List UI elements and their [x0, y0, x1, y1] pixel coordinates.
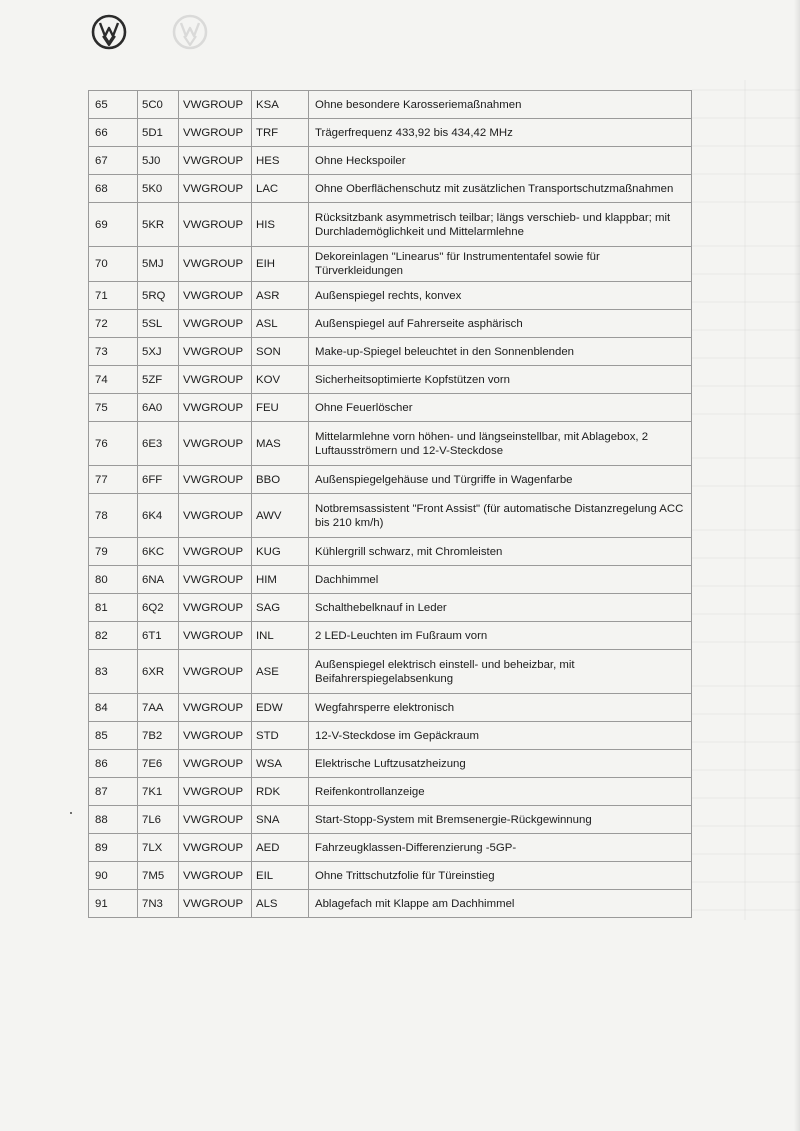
row-number: 72	[89, 310, 138, 338]
pr-code: 5KR	[138, 203, 179, 247]
equipment-description: Kühlergrill schwarz, mit Chromleisten	[309, 538, 692, 566]
pr-code: 6Q2	[138, 594, 179, 622]
pr-code: 5D1	[138, 119, 179, 147]
row-number: 85	[89, 722, 138, 750]
family-code: BBO	[252, 466, 309, 494]
group-name: VWGROUP	[179, 147, 252, 175]
group-name: VWGROUP	[179, 394, 252, 422]
table-row	[89, 247, 692, 282]
table-row	[89, 310, 692, 338]
group-name: VWGROUP	[179, 338, 252, 366]
family-code: WSA	[252, 750, 309, 778]
pr-code: 5XJ	[138, 338, 179, 366]
equipment-description: 2 LED-Leuchten im Fußraum vorn	[309, 622, 692, 650]
family-code: EIL	[252, 862, 309, 890]
group-name: VWGROUP	[179, 175, 252, 203]
group-name: VWGROUP	[179, 890, 252, 918]
equipment-table	[88, 90, 692, 918]
family-code: KSA	[252, 91, 309, 119]
family-code: RDK	[252, 778, 309, 806]
table-row	[89, 890, 692, 918]
pr-code: 7N3	[138, 890, 179, 918]
equipment-description: Wegfahrsperre elektronisch	[309, 694, 692, 722]
row-number: 75	[89, 394, 138, 422]
pr-code: 7K1	[138, 778, 179, 806]
family-code: STD	[252, 722, 309, 750]
row-number: 79	[89, 538, 138, 566]
pr-code: 6E3	[138, 422, 179, 466]
equipment-description: Außenspiegel elektrisch einstell- und beheizbar, mit Beifahrerspiegelabsenkung	[309, 650, 692, 694]
table-row	[89, 147, 692, 175]
pr-code: 6NA	[138, 566, 179, 594]
equipment-description: 12-V-Steckdose im Gepäckraum	[309, 722, 692, 750]
group-name: VWGROUP	[179, 310, 252, 338]
pr-code: 6KC	[138, 538, 179, 566]
row-number: 87	[89, 778, 138, 806]
group-name: VWGROUP	[179, 91, 252, 119]
equipment-description: Trägerfrequenz 433,92 bis 434,42 MHz	[309, 119, 692, 147]
equipment-description: Reifenkontrollanzeige	[309, 778, 692, 806]
row-number: 74	[89, 366, 138, 394]
group-name: VWGROUP	[179, 594, 252, 622]
page-edge-shadow	[794, 0, 800, 1131]
equipment-description: Ohne Feuerlöscher	[309, 394, 692, 422]
vw-logo-ghost-icon	[172, 14, 208, 50]
pr-code: 6T1	[138, 622, 179, 650]
group-name: VWGROUP	[179, 806, 252, 834]
equipment-description: Dekoreinlagen "Linearus" für Instrumententafel sowie für Türverkleidungen	[309, 247, 692, 282]
group-name: VWGROUP	[179, 622, 252, 650]
pr-code: 6XR	[138, 650, 179, 694]
group-name: VWGROUP	[179, 750, 252, 778]
group-name: VWGROUP	[179, 247, 252, 282]
equipment-description: Mittelarmlehne vorn höhen- und längseinstellbar, mit Ablagebox, 2 Luftausströmern und 12-V-Steckdose	[309, 422, 692, 466]
equipment-description: Dachhimmel	[309, 566, 692, 594]
family-code: SAG	[252, 594, 309, 622]
equipment-description: Notbremsassistent "Front Assist" (für automatische Distanzregelung ACC bis 210 km/h)	[309, 494, 692, 538]
pr-code: 7M5	[138, 862, 179, 890]
family-code: HIS	[252, 203, 309, 247]
group-name: VWGROUP	[179, 650, 252, 694]
group-name: VWGROUP	[179, 862, 252, 890]
row-number: 86	[89, 750, 138, 778]
pr-code: 5J0	[138, 147, 179, 175]
table-row	[89, 750, 692, 778]
family-code: FEU	[252, 394, 309, 422]
equipment-description: Make-up-Spiegel beleuchtet in den Sonnenblenden	[309, 338, 692, 366]
family-code: KUG	[252, 538, 309, 566]
equipment-description: Elektrische Luftzusatzheizung	[309, 750, 692, 778]
equipment-description: Fahrzeugklassen-Differenzierung -5GP-	[309, 834, 692, 862]
pr-code: 7AA	[138, 694, 179, 722]
pr-code: 5RQ	[138, 282, 179, 310]
family-code: HES	[252, 147, 309, 175]
group-name: VWGROUP	[179, 203, 252, 247]
row-number: 76	[89, 422, 138, 466]
equipment-description: Start-Stopp-System mit Bremsenergie-Rückgewinnung	[309, 806, 692, 834]
pr-code: 5K0	[138, 175, 179, 203]
family-code: ASR	[252, 282, 309, 310]
group-name: VWGROUP	[179, 366, 252, 394]
group-name: VWGROUP	[179, 566, 252, 594]
table-row	[89, 394, 692, 422]
table-row	[89, 338, 692, 366]
family-code: SNA	[252, 806, 309, 834]
family-code: LAC	[252, 175, 309, 203]
table-row	[89, 566, 692, 594]
group-name: VWGROUP	[179, 722, 252, 750]
equipment-description: Ohne Heckspoiler	[309, 147, 692, 175]
pr-code: 6A0	[138, 394, 179, 422]
equipment-description: Außenspiegelgehäuse und Türgriffe in Wagenfarbe	[309, 466, 692, 494]
table-row	[89, 538, 692, 566]
group-name: VWGROUP	[179, 538, 252, 566]
row-number: 83	[89, 650, 138, 694]
table-row	[89, 422, 692, 466]
pr-code: 7L6	[138, 806, 179, 834]
row-number: 73	[89, 338, 138, 366]
row-number: 65	[89, 91, 138, 119]
group-name: VWGROUP	[179, 422, 252, 466]
vw-logo-icon	[91, 14, 127, 50]
group-name: VWGROUP	[179, 834, 252, 862]
table-row	[89, 594, 692, 622]
pr-code: 6K4	[138, 494, 179, 538]
table-row	[89, 91, 692, 119]
table-row	[89, 650, 692, 694]
table-row	[89, 778, 692, 806]
family-code: TRF	[252, 119, 309, 147]
pr-code: 6FF	[138, 466, 179, 494]
table-row	[89, 203, 692, 247]
equipment-description: Ohne besondere Karosseriemaßnahmen	[309, 91, 692, 119]
pr-code: 7LX	[138, 834, 179, 862]
group-name: VWGROUP	[179, 466, 252, 494]
row-number: 81	[89, 594, 138, 622]
row-number: 80	[89, 566, 138, 594]
table-row	[89, 722, 692, 750]
table-row	[89, 282, 692, 310]
row-number: 77	[89, 466, 138, 494]
equipment-description: Sicherheitsoptimierte Kopfstützen vorn	[309, 366, 692, 394]
row-number: 66	[89, 119, 138, 147]
pr-code: 7E6	[138, 750, 179, 778]
row-number: 70	[89, 247, 138, 282]
family-code: HIM	[252, 566, 309, 594]
family-code: INL	[252, 622, 309, 650]
family-code: MAS	[252, 422, 309, 466]
family-code: ASL	[252, 310, 309, 338]
row-number: 89	[89, 834, 138, 862]
table-row	[89, 466, 692, 494]
row-number: 71	[89, 282, 138, 310]
pr-code: 7B2	[138, 722, 179, 750]
equipment-description: Schalthebelknauf in Leder	[309, 594, 692, 622]
group-name: VWGROUP	[179, 282, 252, 310]
family-code: EIH	[252, 247, 309, 282]
table-row	[89, 834, 692, 862]
equipment-description: Rücksitzbank asymmetrisch teilbar; längs verschieb- und klappbar; mit Durchlademöglichkeit und Mittelarmlehne	[309, 203, 692, 247]
table-row	[89, 366, 692, 394]
row-number: 82	[89, 622, 138, 650]
row-number: 68	[89, 175, 138, 203]
pr-code: 5SL	[138, 310, 179, 338]
row-number: 78	[89, 494, 138, 538]
scan-speck	[70, 812, 72, 814]
family-code: EDW	[252, 694, 309, 722]
group-name: VWGROUP	[179, 119, 252, 147]
equipment-description: Ohne Trittschutzfolie für Türeinstieg	[309, 862, 692, 890]
equipment-table-body	[89, 91, 692, 918]
equipment-description: Ohne Oberflächenschutz mit zusätzlichen Transportschutzmaßnahmen	[309, 175, 692, 203]
row-number: 67	[89, 147, 138, 175]
family-code: ASE	[252, 650, 309, 694]
pr-code: 5ZF	[138, 366, 179, 394]
family-code: AWV	[252, 494, 309, 538]
table-row	[89, 494, 692, 538]
row-number: 91	[89, 890, 138, 918]
family-code: ALS	[252, 890, 309, 918]
table-row	[89, 806, 692, 834]
family-code: SON	[252, 338, 309, 366]
table-row	[89, 622, 692, 650]
equipment-description: Außenspiegel rechts, konvex	[309, 282, 692, 310]
equipment-description: Ablagefach mit Klappe am Dachhimmel	[309, 890, 692, 918]
group-name: VWGROUP	[179, 694, 252, 722]
row-number: 84	[89, 694, 138, 722]
pr-code: 5MJ	[138, 247, 179, 282]
row-number: 90	[89, 862, 138, 890]
table-row	[89, 119, 692, 147]
table-row	[89, 694, 692, 722]
family-code: AED	[252, 834, 309, 862]
pr-code: 5C0	[138, 91, 179, 119]
row-number: 69	[89, 203, 138, 247]
table-row	[89, 175, 692, 203]
row-number: 88	[89, 806, 138, 834]
group-name: VWGROUP	[179, 778, 252, 806]
family-code: KOV	[252, 366, 309, 394]
equipment-description: Außenspiegel auf Fahrerseite asphärisch	[309, 310, 692, 338]
table-row	[89, 862, 692, 890]
group-name: VWGROUP	[179, 494, 252, 538]
